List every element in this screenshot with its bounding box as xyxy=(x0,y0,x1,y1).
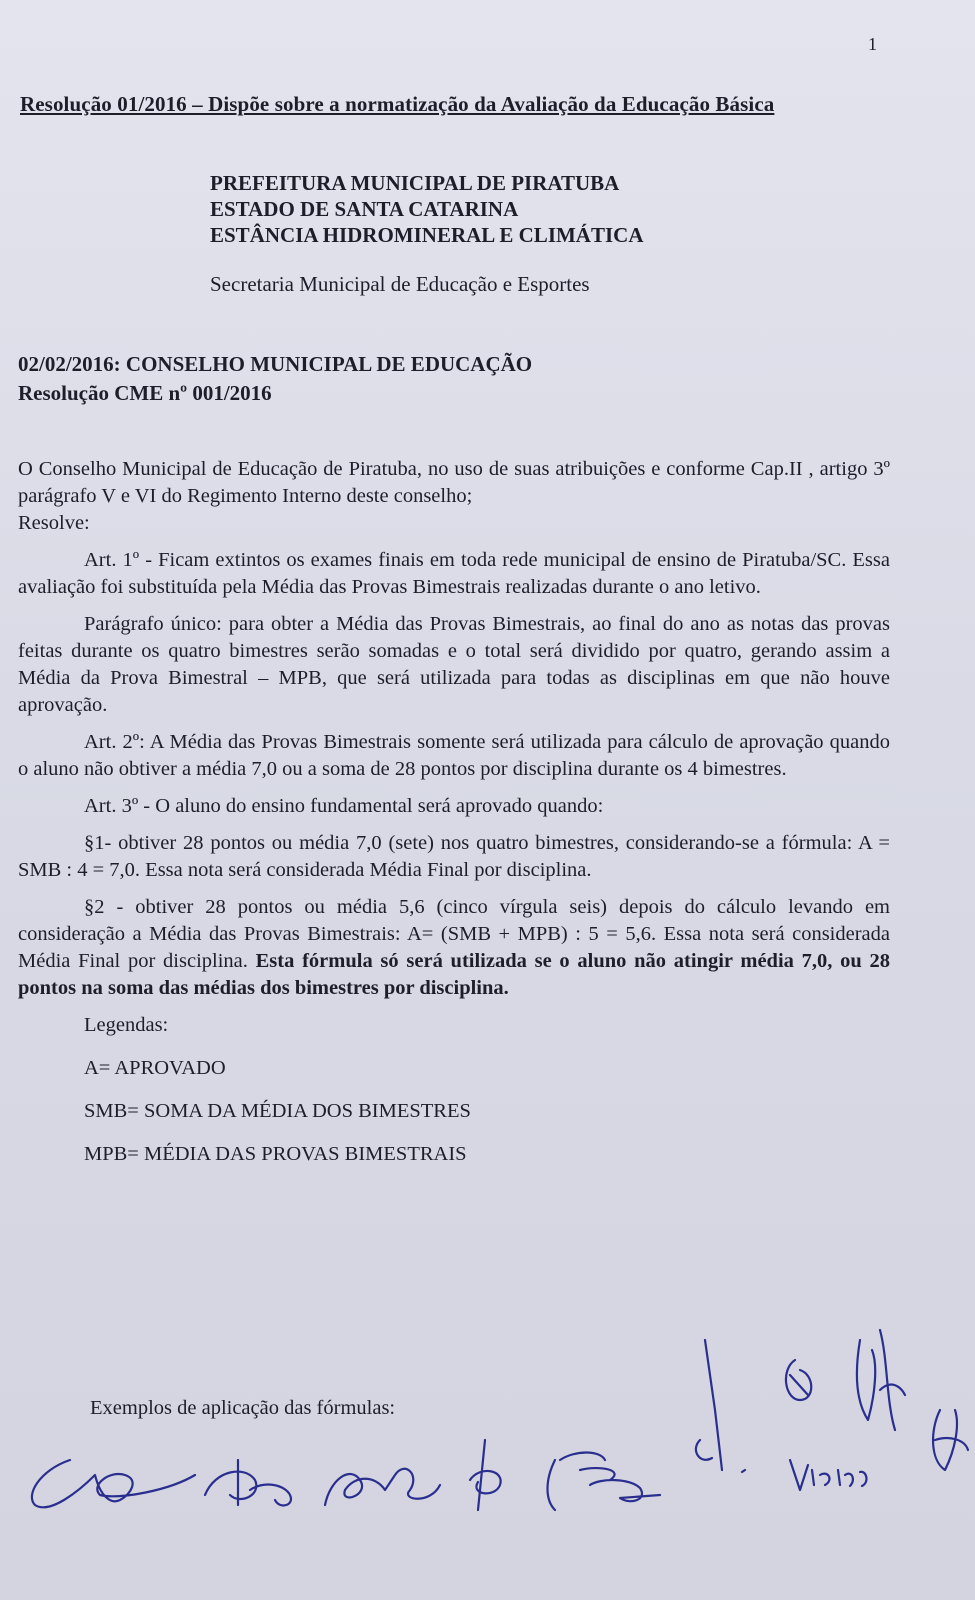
article-2: Art. 2º: A Média das Provas Bimestrais somente será utilizada para cálculo de aprovação quando o aluno não obtiver a média 7,0 ou a soma de 28 pontos por disciplina durante os 4 bimestres. xyxy=(18,731,890,780)
secretariat-name: Secretaria Municipal de Educação e Esportes xyxy=(210,272,590,296)
signature-6 xyxy=(696,1340,745,1472)
legend-item-smb: SMB= SOMA DA MÉDIA DOS BIMESTRES xyxy=(84,1100,471,1122)
signature-10 xyxy=(933,1410,968,1470)
intro-text: O Conselho Municipal de Educação de Piratuba, no uso de suas atribuições e conforme Cap.II , artigo 3º parágrafo V e VI do Regimento Interno deste conselho; xyxy=(18,458,890,507)
signature-8 xyxy=(857,1330,905,1430)
sole-paragraph: Parágrafo único: para obter a Média das Provas Bimestrais, ao final do ano as notas das provas feitas durante os quatro bimestres serão somadas e o total será dividido por quatro, gerando assim a Média da Prova Bimestral – MPB, que será utilizada para todas as disciplinas em que não houve aprovação. xyxy=(18,613,890,716)
article-1: Art. 1º - Ficam extintos os exames finais em toda rede municipal de ensino de Piratuba/SC. Essa avaliação foi substituída pela Média das Provas Bimestrais realizadas durante o ano letivo. xyxy=(18,549,890,598)
signature-1 xyxy=(32,1460,195,1507)
section-2 xyxy=(18,894,890,1002)
signature-3 xyxy=(325,1469,440,1505)
signature-9 xyxy=(790,1460,866,1490)
legend-item-mpb: MPB= MÉDIA DAS PROVAS BIMESTRAIS xyxy=(84,1143,467,1165)
legend-item-approved: A= APROVADO xyxy=(84,1057,226,1079)
examples-heading: Exemplos de aplicação das fórmulas: xyxy=(90,1397,396,1419)
council-block xyxy=(18,350,532,408)
resolve-label: Resolve: xyxy=(18,512,90,534)
signature-7 xyxy=(786,1360,811,1400)
intro-paragraph xyxy=(18,456,890,537)
signature-4 xyxy=(470,1440,501,1510)
institution-line-1: PREFEITURA MUNICIPAL DE PIRATUBA xyxy=(210,171,620,195)
resolution-number: Resolução CME nº 001/2016 xyxy=(18,381,272,405)
article-3: Art. 3º - O aluno do ensino fundamental será aprovado quando: xyxy=(84,795,604,817)
section-2-text: §2 - obtiver 28 pontos ou média 5,6 (cinco vírgula seis) depois do cálculo levando em consideração a Média das Provas Bimestrais: A= (SMB + MPB) : 5 = 5,6. Essa nota será considerada Média Final por disciplina. xyxy=(18,896,890,972)
section-2-bold-note: Esta fórmula só será utilizada se o aluno não atingir média 7,0, ou 28 pontos na soma das médias dos bimestres por disciplina. xyxy=(18,950,890,999)
institution-block xyxy=(210,170,643,248)
signature-5 xyxy=(548,1453,661,1511)
legend-title: Legendas: xyxy=(84,1014,169,1036)
signature-2 xyxy=(205,1460,291,1505)
institution-line-3: ESTÂNCIA HIDROMINERAL E CLIMÁTICA xyxy=(210,223,644,247)
document-header: Resolução 01/2016 – Dispõe sobre a normatização da Avaliação da Educação Básica xyxy=(20,92,775,116)
institution-line-2: ESTADO DE SANTA CATARINA xyxy=(210,197,519,221)
section-1: §1- obtiver 28 pontos ou média 7,0 (sete) nos quatro bimestres, considerando-se a fórmula: A = SMB : 4 = 7,0. Essa nota será considerada Média Final por disciplina. xyxy=(18,832,890,881)
resolution-body xyxy=(18,456,890,1168)
signatures-area xyxy=(0,1300,975,1600)
page-number: 1 xyxy=(868,34,877,54)
council-title: 02/02/2016: CONSELHO MUNICIPAL DE EDUCAÇÃO xyxy=(18,352,533,376)
